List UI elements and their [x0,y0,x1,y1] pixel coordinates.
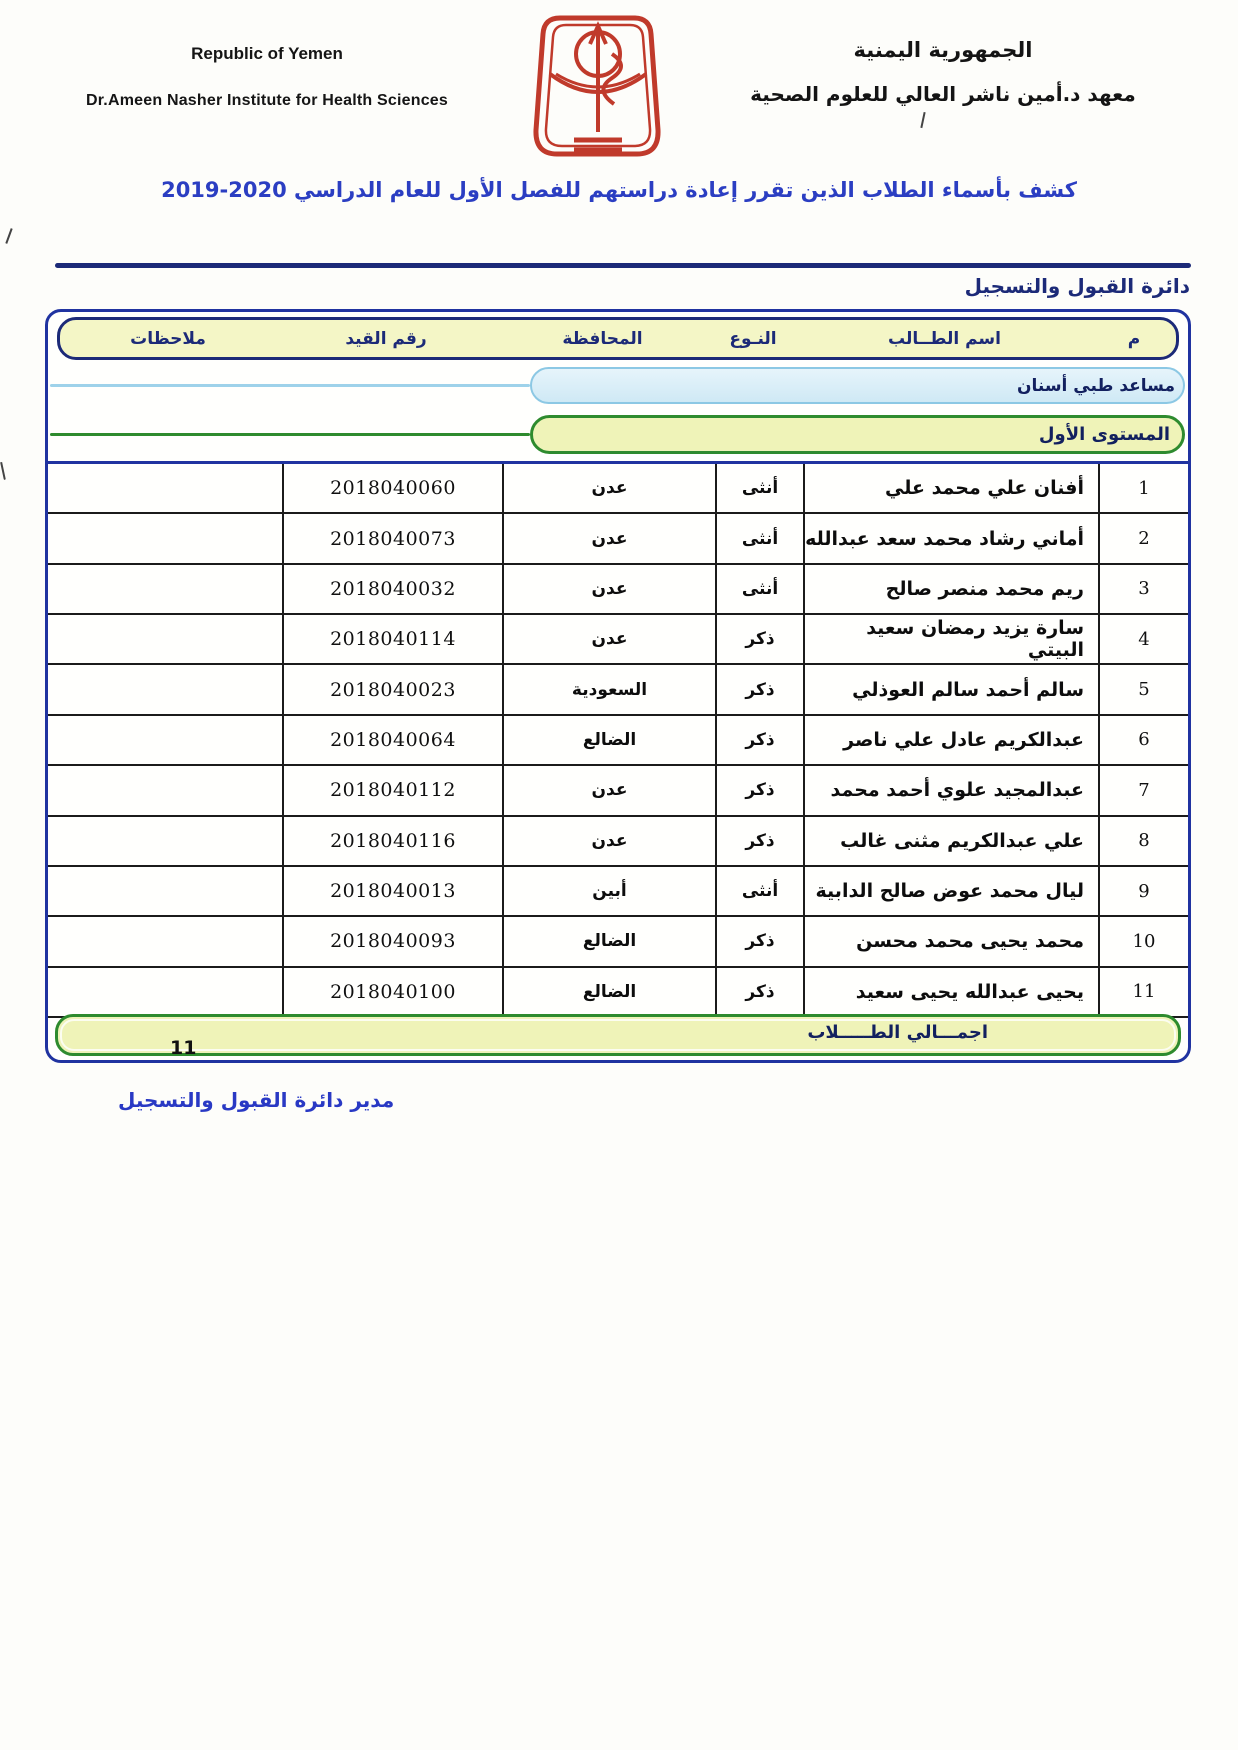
row-number: 8 [1098,817,1188,865]
row-number: 10 [1098,917,1188,965]
col-header-reg-no: رقم القيد [345,328,427,349]
signature-title: مدير دائرة القبول والتسجيل [118,1088,395,1112]
notes-cell [48,665,282,713]
table-row [48,565,1188,615]
registration-number: 2018040032 [282,565,502,613]
table-row [48,968,1188,1018]
table-body [48,464,1188,1018]
registration-number: 2018040093 [282,917,502,965]
country-name-en: Republic of Yemen [191,44,343,63]
notes-cell [48,766,282,814]
registration-number: 2018040064 [282,716,502,764]
col-header-no: م [1127,328,1141,349]
registration-number: 2018040116 [282,817,502,865]
col-header-name: اسم الطــالب [888,328,1001,349]
notes-cell [48,716,282,764]
student-name: سارة يزيد رمضان سعيد البيتي [803,615,1098,663]
scan-artifact [920,112,925,128]
governorate-cell: السعودية [502,665,715,713]
notes-cell [48,817,282,865]
scan-artifact [0,462,6,480]
gender-cell: ذكر [715,716,803,764]
notes-cell [48,464,282,512]
row-number: 5 [1098,665,1188,713]
governorate-cell: الضالع [502,968,715,1016]
governorate-cell: أبين [502,867,715,915]
gender-cell: أنثى [715,867,803,915]
document-title: كشف بأسماء الطلاب الذين تقرر إعادة دراستهم للفصل الأول للعام الدراسي 2020-2019 [161,178,1077,202]
level-band [530,415,1185,454]
letterhead-arabic [728,38,1158,106]
registration-number: 2018040114 [282,615,502,663]
gender-cell: ذكر [715,917,803,965]
institute-seal-icon [510,12,685,164]
student-name: ريم محمد منصر صالح [803,565,1098,613]
registration-number: 2018040073 [282,514,502,562]
table-row [48,766,1188,816]
program-band-line [50,384,530,387]
gender-cell: أنثى [715,464,803,512]
registration-number: 2018040013 [282,867,502,915]
gender-cell: ذكر [715,817,803,865]
registration-number: 2018040023 [282,665,502,713]
gender-cell: أنثى [715,514,803,562]
table-row [48,514,1188,564]
table-row [48,665,1188,715]
registration-number: 2018040112 [282,766,502,814]
table-row [48,867,1188,917]
department-heading: دائرة القبول والتسجيل [964,274,1190,298]
country-name-ar: الجمهورية اليمنية [853,38,1033,62]
student-name: علي عبدالكريم مثنى غالب [803,817,1098,865]
row-number: 3 [1098,565,1188,613]
student-name: ليال محمد عوض صالح الدابية [803,867,1098,915]
table-row [48,716,1188,766]
level-band-line [50,433,530,436]
total-students-label: اجمـــالي الطـــــلاب [807,1022,988,1043]
registration-number: 2018040100 [282,968,502,1016]
gender-cell: ذكر [715,968,803,1016]
scan-artifact [5,228,12,244]
student-name: عبدالكريم عادل علي ناصر [803,716,1098,764]
governorate-cell: عدن [502,464,715,512]
notes-cell [48,917,282,965]
table-row [48,464,1188,514]
gender-cell: أنثى [715,565,803,613]
institute-name-ar: معهد د.أمين ناشر العالي للعلوم الصحية [750,82,1136,106]
notes-cell [48,867,282,915]
governorate-cell: عدن [502,565,715,613]
students-table [45,309,1191,1063]
col-header-governorate: المحافظة [562,328,643,349]
table-header-row [57,317,1179,360]
row-number: 9 [1098,867,1188,915]
level-band-label: المستوى الأول [1038,424,1170,445]
total-students-value: 11 [170,1037,197,1059]
row-number: 2 [1098,514,1188,562]
horizontal-rule [55,263,1191,268]
table-row [48,917,1188,967]
student-name: يحيى عبدالله يحيى سعيد [803,968,1098,1016]
gender-cell: ذكر [715,766,803,814]
totals-band [55,1014,1181,1059]
row-number: 6 [1098,716,1188,764]
program-band [530,367,1185,404]
col-header-gender: النـوع [729,328,777,349]
col-header-notes: ملاحظات [130,328,206,349]
notes-cell [48,968,282,1016]
row-number: 1 [1098,464,1188,512]
totals-band-inner-outline [60,1019,1176,1051]
table-row [48,615,1188,665]
row-number: 11 [1098,968,1188,1016]
governorate-cell: عدن [502,766,715,814]
governorate-cell: عدن [502,615,715,663]
institute-name-en: Dr.Ameen Nasher Institute for Health Sciences [86,92,448,109]
governorate-cell: عدن [502,514,715,562]
notes-cell [48,514,282,562]
notes-cell [48,615,282,663]
student-name: أماني رشاد محمد سعد عبدالله [803,514,1098,562]
notes-cell [48,565,282,613]
governorate-cell: الضالع [502,917,715,965]
program-band-label: مساعد طبي أسنان [1016,375,1175,396]
row-number: 4 [1098,615,1188,663]
table-row [48,817,1188,867]
gender-cell: ذكر [715,665,803,713]
registration-number: 2018040060 [282,464,502,512]
student-name: عبدالمجيد علوي أحمد محمد [803,766,1098,814]
row-number: 7 [1098,766,1188,814]
governorate-cell: الضالع [502,716,715,764]
gender-cell: ذكر [715,615,803,663]
governorate-cell: عدن [502,817,715,865]
student-name: محمد يحيى محمد محسن [803,917,1098,965]
letterhead-english [62,44,472,110]
student-name: سالم أحمد سالم العوذلي [803,665,1098,713]
student-name: أفنان علي محمد علي [803,464,1098,512]
